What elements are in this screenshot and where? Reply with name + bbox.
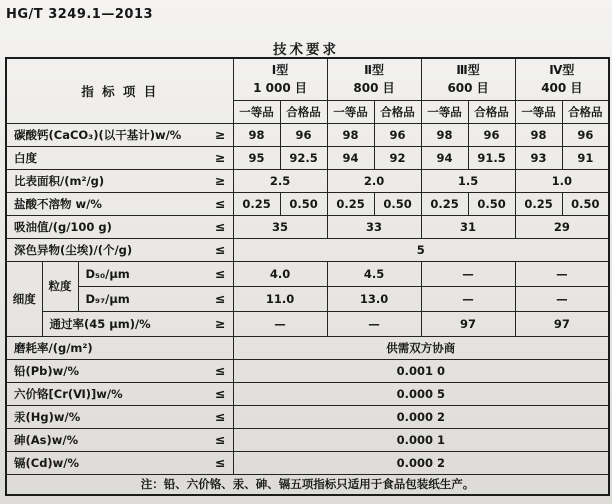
row-label: 白度 [14,150,37,165]
type2-header [327,58,421,100]
value-cell: 11.0 [233,286,327,311]
row-label: 汞(Hg)w/% [14,409,81,424]
type4-header [515,58,609,100]
value-cell: 0.25 [421,192,468,215]
doc-number: HG/T 3249.1—2013 [6,7,154,22]
spec-row-d50 [6,261,609,286]
spec-table [5,57,610,496]
value-cell: 91.5 [468,146,515,169]
row-label: 砷(As)w/% [14,432,79,447]
row-label: 通过率(45 μm)/% [49,316,151,331]
value-cell: 97 [421,311,515,336]
value-cell: 98 [421,123,468,146]
value-cell: 29 [515,215,609,238]
row-label: 铅(Pb)w/% [14,363,80,378]
comparator-symbol: ≥ [215,150,226,165]
value-cell: 98 [233,123,280,146]
grade-header: 合格品 [468,100,515,123]
table-header-row-types [6,58,609,100]
value-cell: 供需双方协商 [233,336,609,359]
row-label: 镉(Cd)w/% [14,455,80,470]
type1-header [233,58,327,100]
value-cell: 0.50 [280,192,327,215]
type3-mesh: 600 目 [447,81,489,96]
value-cell: 0.50 [468,192,515,215]
row-label: 碳酸钙(CaCO₃)(以干基计)w/% [14,127,182,142]
value-cell: 0.50 [562,192,609,215]
comparator-symbol: ≤ [215,409,226,424]
value-cell: 31 [421,215,515,238]
type3-name: Ⅲ型 [456,62,480,77]
value-cell: 0.50 [374,192,421,215]
table-note-row [6,474,609,495]
value-cell: 97 [515,311,609,336]
value-cell: 1.5 [421,169,515,192]
row-label: 磨耗率/(g/m²) [14,340,93,355]
value-cell: 95 [233,146,280,169]
type1-name: Ⅰ型 [271,62,289,77]
value-cell: 94 [327,146,374,169]
spec-row-abrasion [6,336,609,359]
value-cell: 96 [562,123,609,146]
value-cell: 5 [233,238,609,261]
comparator-symbol: ≤ [215,291,226,306]
value-cell: — [515,261,609,286]
comparator-symbol: ≤ [215,432,226,447]
row-label: D₅₀/μm [85,266,130,281]
comparator-symbol: ≤ [215,455,226,470]
spec-row-d97 [6,286,609,311]
type3-header [421,58,515,100]
comparator-symbol: ≥ [215,127,226,142]
spec-row-surface-area [6,169,609,192]
type4-mesh: 400 目 [541,81,583,96]
value-cell: 93 [515,146,562,169]
spec-row-cadmium [6,451,609,474]
value-cell: 94 [421,146,468,169]
spec-row-oil-absorption [6,215,609,238]
value-cell: 0.001 0 [233,359,609,382]
value-cell: 98 [327,123,374,146]
value-cell: 92.5 [280,146,327,169]
spec-row-pass-rate [6,311,609,336]
value-cell: 0.000 2 [233,451,609,474]
grade-header: 一等品 [327,100,374,123]
type1-mesh: 1 000 目 [253,81,307,96]
comparator-symbol: ≤ [215,266,226,281]
grade-header: 合格品 [562,100,609,123]
type2-name: Ⅱ型 [364,62,384,77]
row-label: 吸油值/(g/100 g) [14,219,112,234]
value-cell: 98 [515,123,562,146]
spec-row-mercury [6,405,609,428]
comparator-symbol: ≥ [215,316,226,331]
comparator-symbol: ≤ [215,386,226,401]
value-cell: — [515,286,609,311]
row-label: D₉₇/μm [85,291,130,306]
value-cell: 0.25 [515,192,562,215]
value-cell: — [327,311,421,336]
row-label: 盐酸不溶物 w/% [14,196,102,211]
table-title: 技术要求 [273,42,339,58]
spec-row-hcl-insoluble [6,192,609,215]
value-cell: 96 [280,123,327,146]
value-cell: — [421,286,515,311]
spec-row-arsenic [6,428,609,451]
grade-header: 一等品 [421,100,468,123]
comparator-symbol: ≥ [215,173,226,188]
type2-mesh: 800 目 [353,81,395,96]
value-cell: 1.0 [515,169,609,192]
spec-row-dark-matter [6,238,609,261]
comparator-symbol: ≤ [215,196,226,211]
value-cell: 4.0 [233,261,327,286]
value-cell: 33 [327,215,421,238]
row-label: 六价铬[Cr(Ⅵ)]w/% [14,386,123,401]
value-cell: — [233,311,327,336]
value-cell: 35 [233,215,327,238]
grade-header: 一等品 [233,100,280,123]
row-label: 比表面积/(m²/g) [14,173,105,188]
value-cell: 0.000 2 [233,405,609,428]
value-cell: 4.5 [327,261,421,286]
value-cell: 2.0 [327,169,421,192]
value-cell: 96 [468,123,515,146]
value-cell: 96 [374,123,421,146]
value-cell: 2.5 [233,169,327,192]
comparator-symbol: ≤ [215,242,226,257]
value-cell: 0.25 [327,192,374,215]
spec-row-chromium [6,382,609,405]
value-cell: 0.000 5 [233,382,609,405]
fineness-group-label: 细度 [6,261,42,336]
table-note: 注：铅、六价铬、汞、砷、镉五项指标只适用于食品包装纸生产。 [6,474,609,495]
row-label: 深色异物(尘埃)/(个/g) [14,242,133,257]
value-cell: 92 [374,146,421,169]
grade-header: 一等品 [515,100,562,123]
spec-row-lead [6,359,609,382]
value-cell: 13.0 [327,286,421,311]
grade-header: 合格品 [280,100,327,123]
comparator-symbol: ≤ [215,219,226,234]
grade-header: 合格品 [374,100,421,123]
type4-name: Ⅳ型 [549,62,575,77]
items-column-header: 指 标 项 目 [6,58,233,123]
particle-size-group-label: 粒度 [42,261,78,311]
spec-row-caco3 [6,123,609,146]
value-cell: 0.000 1 [233,428,609,451]
value-cell: — [421,261,515,286]
value-cell: 0.25 [233,192,280,215]
comparator-symbol: ≤ [215,363,226,378]
spec-row-whiteness [6,146,609,169]
value-cell: 91 [562,146,609,169]
